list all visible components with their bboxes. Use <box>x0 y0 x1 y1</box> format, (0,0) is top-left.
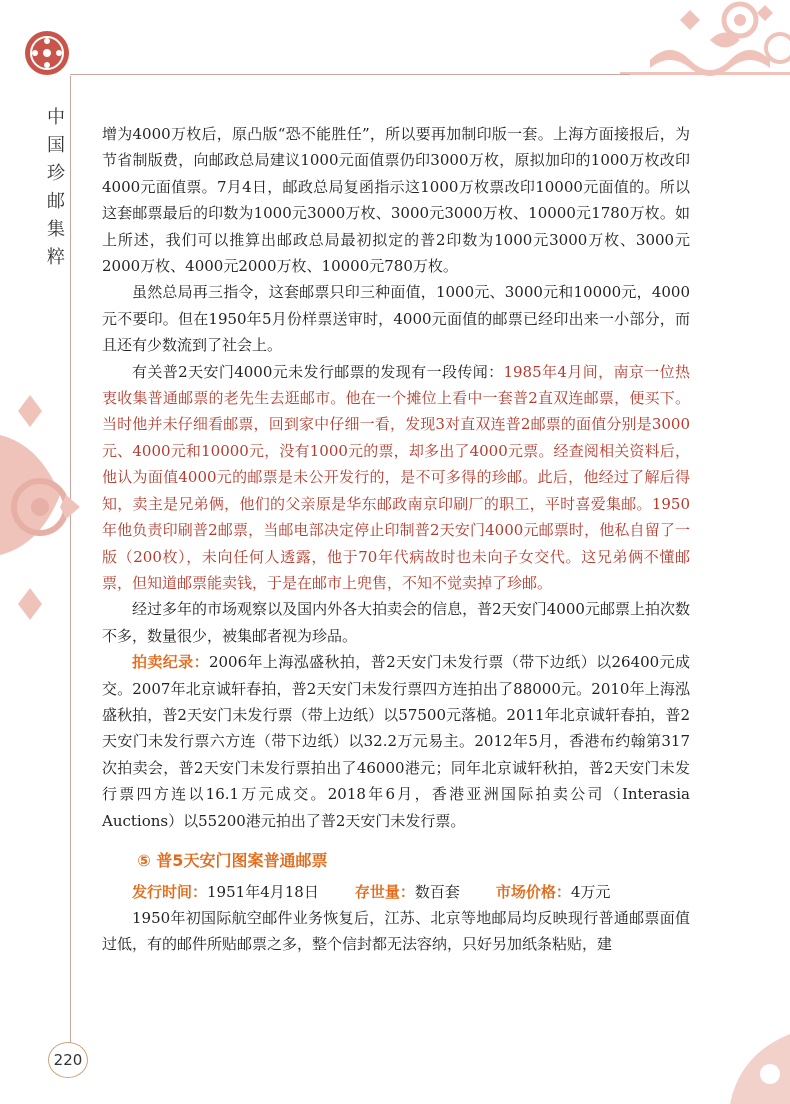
paragraph: 增为4000万枚后，原凸版“恐不能胜任”，所以要再加制印版一套。上海方面接报后，为节省制版费，向邮政总局建议1000元面值票仍印3000万枚，原拟加印的1000万枚改印4000元面值票。7月4日，邮政总局复函指示这1000万枚票改印10000元面值的。所以这套邮票最后的印数为1000元3000万枚、3000元3000万枚、10000元1780万枚。如上所述，我们可以推算出邮政总局最初拟定的普2印数为1000元3000万枚、3000元2000万枚、4000元2000万枚、10000元780万枚。 <box>102 125 690 276</box>
bottom-ornament-icon <box>700 1034 790 1104</box>
story-text: 1985年4月间，南京一位热衷收集普通邮票的老先生去逛邮市。他在一个摊位上看中一套普2直双连邮票，便买下。当时他并未仔细看邮票，回到家中仔细一看，发现3对直双连普2邮票的面值分别是3000元、4000元和10000元，没有1000元的票，却多出了4000元票。经查阅相关资料后，他认为面值4000元的邮票是未公开发行的，是不可多得的珍邮。此后，他经过了解后得知，卖主是兄弟俩，他们的父亲原是华东邮政南京印刷厂的职工，平时喜爱集邮。1950年他负责印刷普2邮票，当邮电部决定停止印制普2天安门4000元邮票时，他私自留了一版（200枚），未向任何人透露，他于70年代病故时也未向子女交代。这兄弟俩不懂邮票，但知道邮票能卖钱，于是在邮市上兜售，不知不觉卖掉了珍邮。 <box>102 362 690 592</box>
corner-ornament-icon <box>590 0 790 90</box>
stock-value: 数百套 <box>414 882 460 901</box>
book-title: 中国珍邮集粹 <box>47 107 65 268</box>
paragraph: 1950年初国际航空邮件业务恢复后，江苏、北京等地邮局均反映现行普通邮票面值过低，有的邮件所贴邮票之多，整个信封都无法容纳，只好另加纸条粘贴，建 <box>102 908 690 954</box>
issue-date-label: 发行时间： <box>132 882 208 901</box>
paragraph: 经过多年的市场观察以及国内外各大拍卖会的信息，普2天安门4000元邮票上拍次数不多，数量很少，被集邮者视为珍品。 <box>102 600 690 645</box>
side-ornament-icon <box>0 395 92 620</box>
price-value: 4万元 <box>570 882 611 901</box>
stock-label: 存世量： <box>354 882 415 901</box>
section-title: ⑤ 普5天安门图案普通邮票 <box>137 850 328 870</box>
auction-records <box>102 649 690 834</box>
issue-date-value: 1951年4月18日 <box>207 882 319 901</box>
price-label: 市场价格： <box>495 882 571 901</box>
auction-label: 拍卖纪录： <box>132 653 209 672</box>
rosette-icon <box>22 28 72 78</box>
main-content <box>102 121 690 958</box>
paragraph-story <box>102 359 690 597</box>
stamp-info <box>102 879 690 905</box>
auction-text: 2006年上海泓盛秋拍，普2天安门未发行票（带下边纸）以26400元成交。2007年北京诚轩春拍，普2天安门未发行票四方连拍出了88000元。2010年上海泓盛秋拍，普2天安门未发行票（带上边纸）以57500元落槌。2011年北京诚轩春拍，普2天安门未发行票六方连（带下边纸）以32.2万元易主。2012年5月，香港布约翰第317次拍卖会，普2天安门未发行票拍出了46000港元；同年北京诚轩秋拍，普2天安门未发行票四方连以16.1万元成交。2018年6月，香港亚洲国际拍卖公司（Interasia Auctions）以55200港元拍出了普2天安门未发行票。 <box>102 653 690 830</box>
header-rule <box>70 74 630 75</box>
paragraph: 虽然总局再三指令，这套邮票只印三种面值，1000元、3000元和10000元，4000元不要印。但在1950年5月份样票送审时，4000元面值的邮票已经印出来一小部分，而且还有少数流到了社会上。 <box>102 283 690 355</box>
story-intro: 有关普2天安门4000元未发行邮票的发现有一段传闻： <box>132 362 504 381</box>
page-number: 220 <box>48 1042 88 1078</box>
